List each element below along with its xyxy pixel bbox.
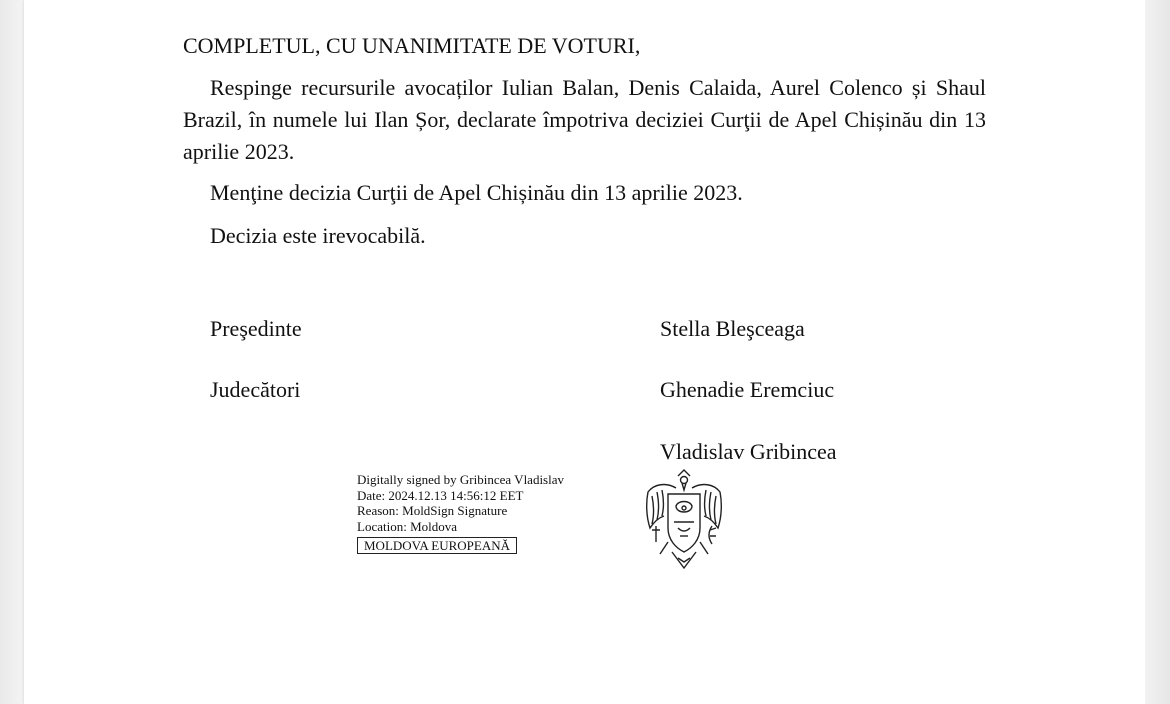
signature-location: Location: Moldova (357, 518, 458, 534)
document-heading: COMPLETUL, CU UNANIMITATE DE VOTURI, (183, 33, 641, 58)
page-edge-right (1145, 0, 1170, 704)
signature-date: Date: 2024.12.13 14:56:12 EET (357, 487, 524, 503)
signature-signed-by: Digitally signed by Gribincea Vladislav (357, 472, 564, 487)
paragraph-decizia: Decizia este irevocabilă. (210, 223, 426, 248)
president-label: Preşedinte (210, 316, 302, 341)
page-edge-left (0, 0, 24, 704)
paragraph-mentine: Menţine decizia Curţii de Apel Chișinău din 13 aprilie 2023. (210, 180, 743, 205)
president-name: Stella Bleşceaga (660, 316, 805, 341)
judge-name-1: Ghenadie Eremciuc (660, 377, 835, 402)
paragraph-respinge: Respinge recursurile avocaților Iulian Balan, Denis Calaida, Aurel Colenco și Shaul Brazil, în numele lui Ilan Șor, declarate împotriva deciziei Curţii de Apel Chișinău din 13 aprilie 2023. (183, 75, 986, 164)
judge-name-2: Vladislav Gribincea (660, 439, 837, 464)
signature-reason: Reason: MoldSign Signature (357, 503, 508, 518)
digital-signature-block (357, 472, 564, 554)
moldova-coat-of-arms-icon (638, 466, 730, 574)
judges-label: Judecători (210, 377, 301, 402)
signature-badge: MOLDOVA EUROPEANĂ (357, 537, 517, 554)
